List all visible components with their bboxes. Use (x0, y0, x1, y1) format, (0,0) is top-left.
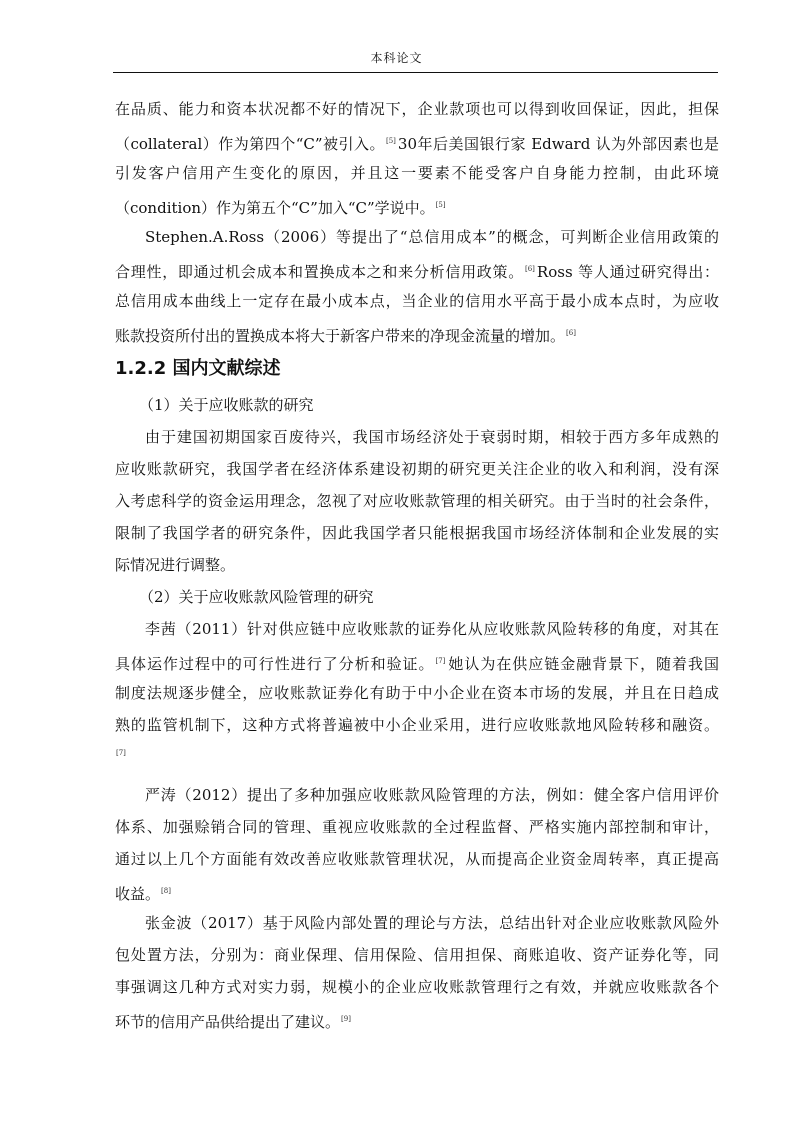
text-segment: Ross 等人通过研究得出： (536, 263, 719, 281)
paragraph-line (115, 1003, 719, 1035)
citation-ref: [6] (525, 265, 535, 273)
citation-ref: [9] (341, 1015, 351, 1023)
section-heading: 1.2.2 国内文献综述 (115, 358, 281, 379)
paragraph-line (115, 317, 719, 349)
paragraph-line: 引发客户信用产生变化的原因，并且这一要素不能受客户自身能力控制，由此环境 (115, 164, 719, 182)
paragraph-line: 制度法规逐步健全，应收账款证券化有助于中小企业在资本市场的发展，并且在日趋成 (115, 684, 719, 702)
paragraph-line: 由于建国初期国家百废待兴，我国市场经济处于衰弱时期，相较于西方多年成熟的 (145, 428, 719, 446)
paragraph-line (115, 253, 719, 285)
citation-ref: [6] (566, 329, 576, 337)
paragraph-line (115, 125, 719, 157)
paragraph-line: 际情况进行调整。 (115, 556, 236, 574)
paragraph-line: 通过以上几个方面能有效改善应收账款管理状况，从而提高企业资金周转率，真正提高 (115, 850, 719, 868)
paragraph-gap (115, 765, 719, 779)
text-segment: 具体运作过程中的可行性进行了分析和验证。 (115, 655, 435, 673)
text-segment: 收益。 (115, 885, 161, 903)
paragraph-line: 在品质、能力和资本状况都不好的情况下，企业款项也可以得到收回保证，因此，担保 (115, 100, 719, 118)
subsection-heading: （2）关于应收账款风险管理的研究 (139, 588, 374, 606)
citation-ref: [7] (116, 749, 126, 757)
text-segment: （collateral）作为第四个“C”被引入。 (115, 135, 385, 153)
paragraph-line: 严涛（2012）提出了多种加强应收账款风险管理的方法，例如：健全客户信用评价 (145, 786, 719, 804)
citation-ref: [7] (435, 657, 446, 665)
paragraph-line: 总信用成本曲线上一定存在最小成本点，当企业的信用水平高于最小成本点时，为应收 (115, 292, 719, 310)
paragraph-line: 熟的监管机制下，这种方式将普遍被中小企业采用，进行应收账款地风险转移和融资。 (115, 716, 719, 734)
paragraph-line (115, 875, 719, 907)
paragraph-line: 限制了我国学者的研究条件，因此我国学者只能根据我国市场经济体制和企业发展的实 (115, 524, 719, 542)
citation-ref: [5] (435, 201, 446, 209)
paragraph-line (115, 645, 719, 677)
paragraph-line: 包处置方法，分别为：商业保理、信用保险、信用担保、商账追收、资产证券化等，同 (115, 946, 719, 964)
paragraph-line (115, 189, 719, 221)
citation-ref: [8] (161, 887, 171, 895)
paragraph-line: Stephen.A.Ross（2006）等提出了“总信用成本”的概念，可判断企业信用政策的 (145, 228, 719, 246)
document-body (115, 93, 719, 1035)
text-segment: 账款投资所付出的置换成本将大于新客户带来的净现金流量的增加。 (115, 327, 566, 345)
text-segment: 合理性，即通过机会成本和置换成本之和来分析信用政策。 (115, 263, 524, 281)
page-header-title: 本科论文 (370, 51, 423, 65)
paragraph-line: 李茜（2011）针对供应链中应收账款的证券化从应收账款风险转移的角度，对其在 (145, 620, 719, 638)
text-segment: （condition）作为第五个“C”加入“C”学说中。 (115, 199, 435, 217)
text-segment: 环节的信用产品供给提出了建议。 (115, 1013, 341, 1031)
paragraph-line: 事强调这几种方式对实力弱，规模小的企业应收账款管理行之有效，并就应收账款各个 (115, 978, 719, 996)
paragraph-line (115, 741, 719, 765)
paragraph-line: 应收账款研究，我国学者在经济体系建设初期的研究更关注企业的收入和利润，没有深 (115, 460, 719, 478)
citation-ref: [5] (386, 137, 396, 145)
text-segment: 她认为在供应链金融背景下，随着我国 (447, 655, 719, 673)
text-segment: 30年后美国银行家 Edward 认为外部因素也是 (397, 135, 720, 153)
paragraph-line: 张金波（2017）基于风险内部处置的理论与方法，总结出针对企业应收账款风险外 (145, 914, 719, 932)
header-divider (113, 72, 718, 73)
paragraph-line: 入考虑科学的资金运用理念，忽视了对应收账款管理的相关研究。由于当时的社会条件， (115, 492, 719, 510)
subsection-heading: （1）关于应收账款的研究 (139, 396, 314, 414)
paragraph-line: 体系、加强赊销合同的管理、重视应收账款的全过程监督、严格实施内部控制和审计， (115, 818, 719, 836)
